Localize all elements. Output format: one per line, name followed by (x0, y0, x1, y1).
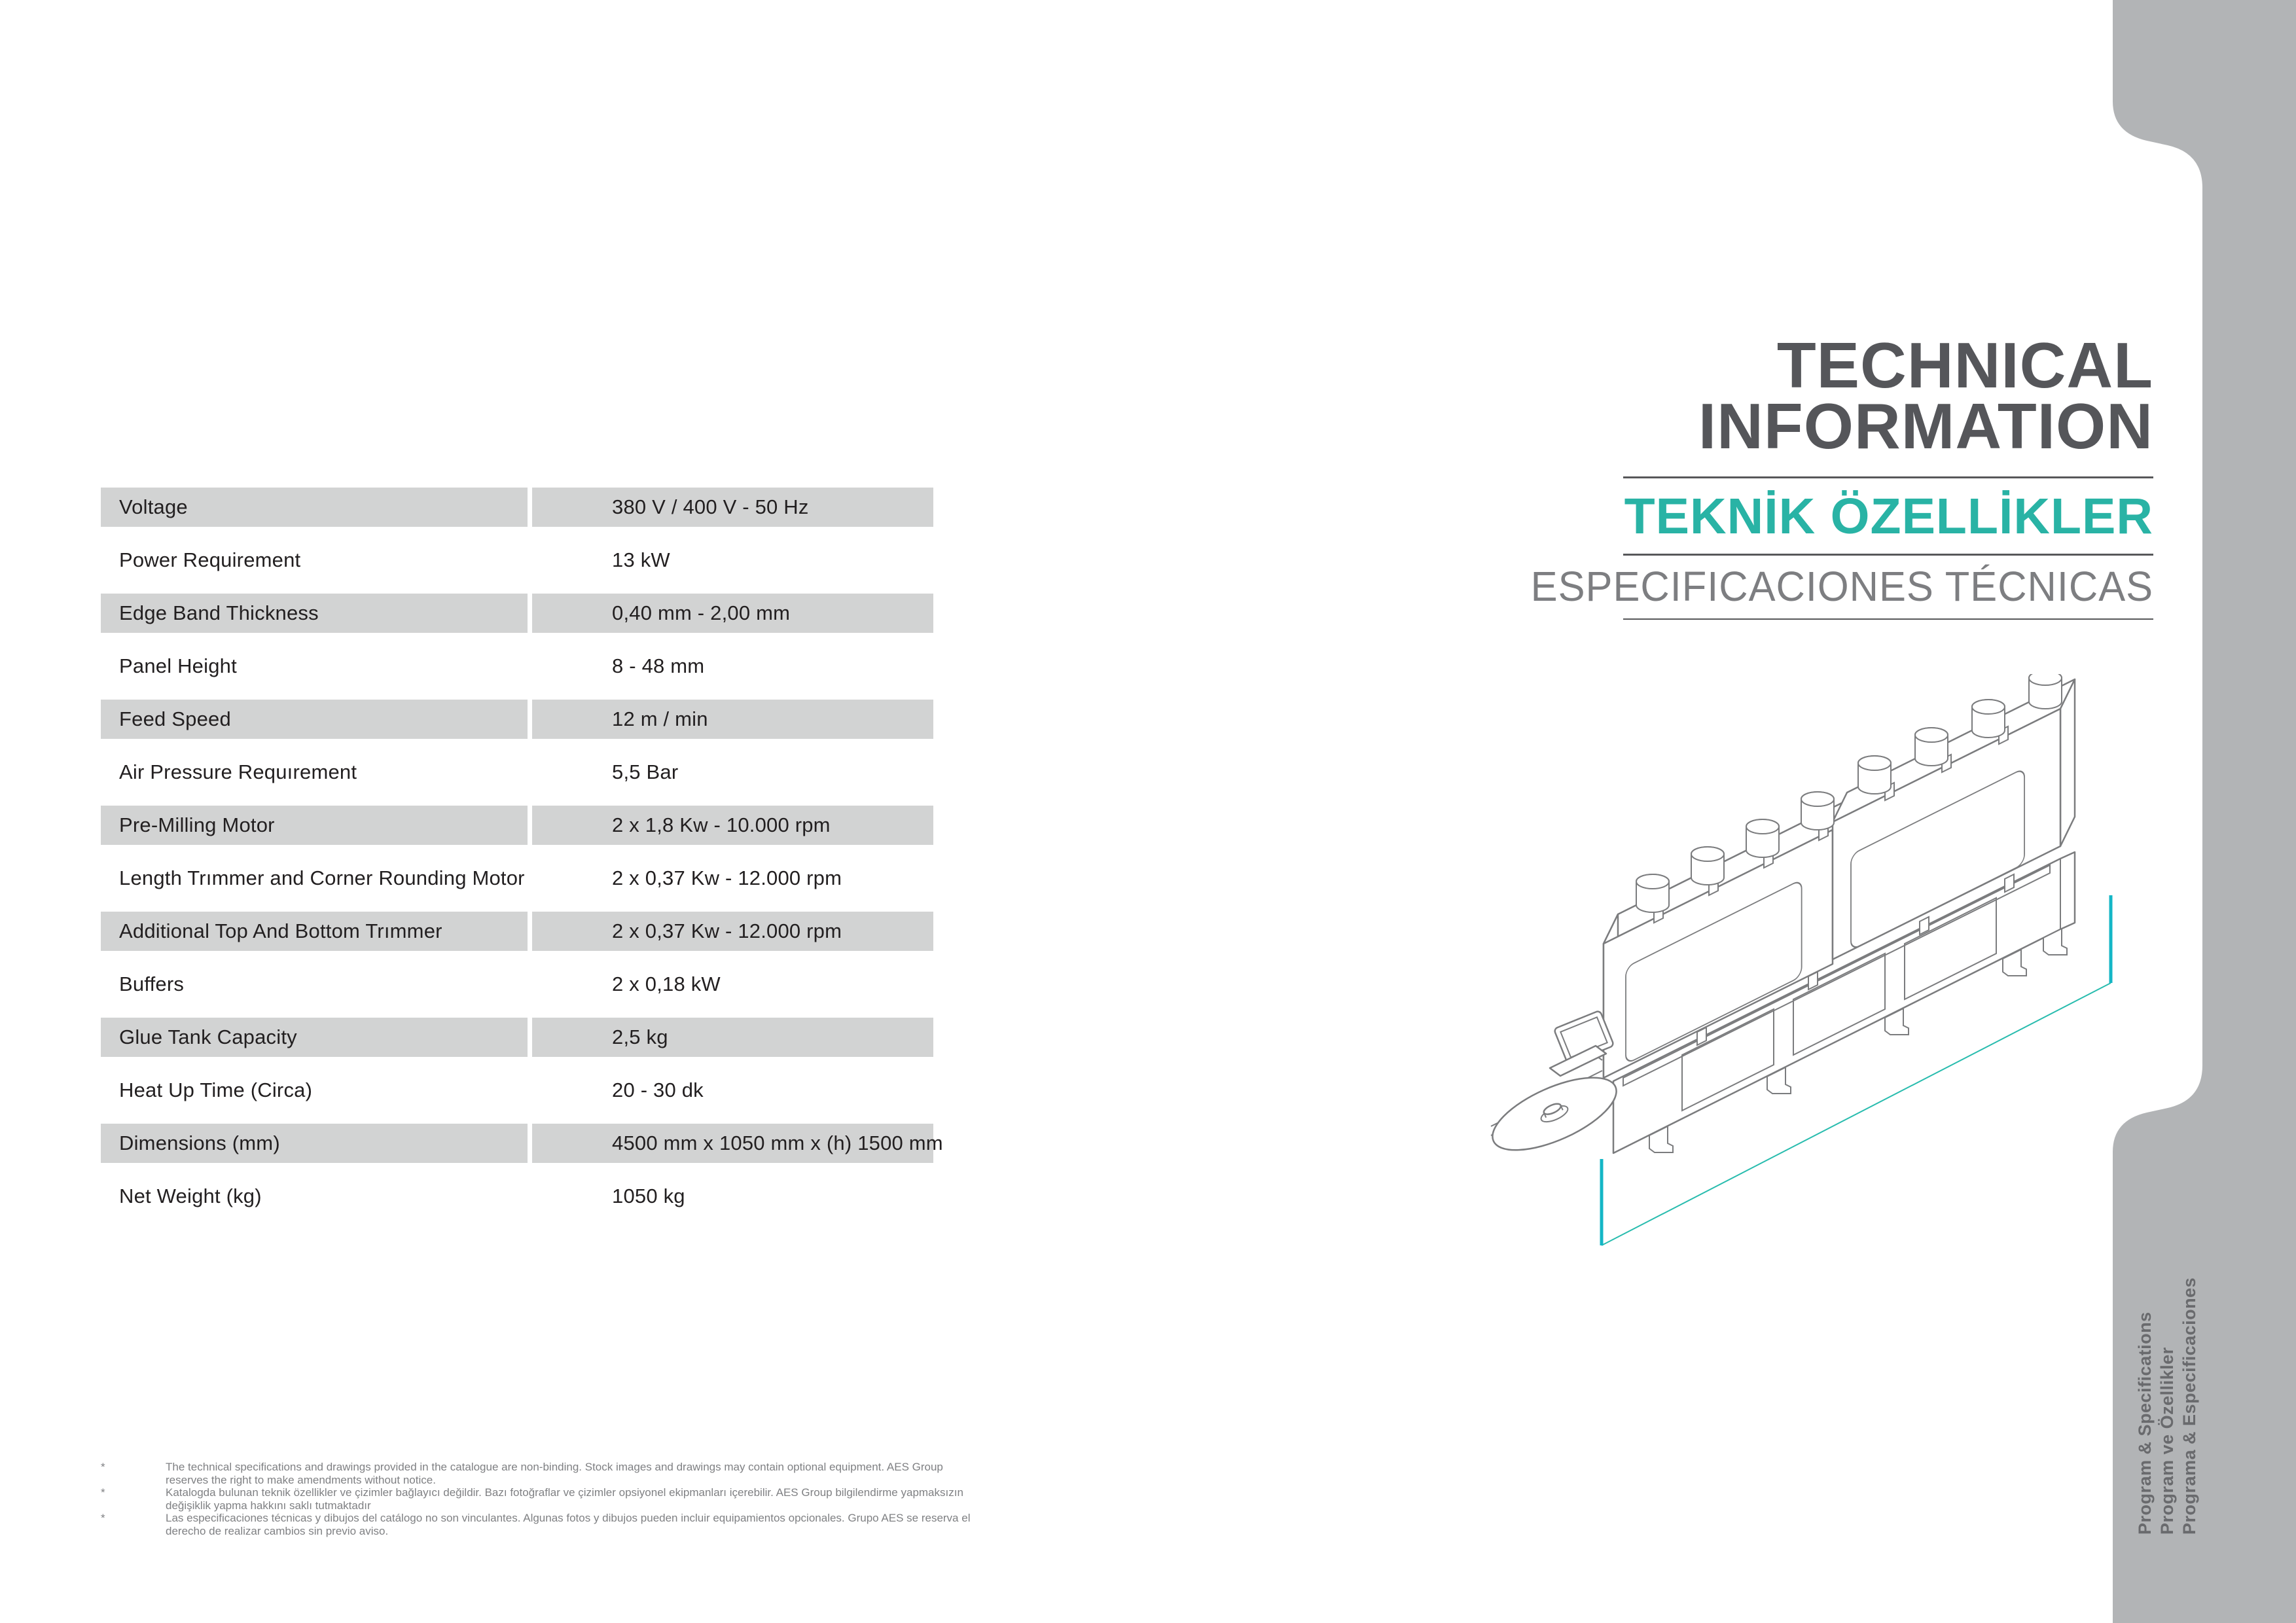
footnote-marker: * (101, 1512, 105, 1524)
spec-table (101, 488, 943, 1230)
footnote-marker: * (101, 1461, 105, 1473)
spec-label: Length Trımmer and Corner Rounding Motor (119, 866, 525, 889)
table-row (101, 1018, 933, 1057)
spec-value: 0,40 mm - 2,00 mm (532, 594, 933, 633)
table-row (101, 488, 933, 527)
page-title-line1: TECHNICAL (1776, 329, 2153, 401)
side-tab-label-en: Program & Specifications (2135, 1311, 2155, 1535)
table-row (101, 700, 933, 739)
spec-label: Additional Top And Bottom Trımmer (101, 912, 528, 951)
footnote-text-en: The technical specifications and drawings provided in the catalogue are non-binding. Stock images and drawings may contain optional equipment. AES Group reserves the right to make amendments without notice. (166, 1461, 943, 1486)
spec-label: Voltage (101, 488, 528, 527)
spec-value: 380 V / 400 V - 50 Hz (532, 488, 933, 527)
table-row (101, 1177, 933, 1216)
side-tab-label-tr: Program ve Özellikler (2157, 1347, 2177, 1535)
table-row (101, 806, 933, 845)
table-row (101, 912, 933, 951)
edge-band-spool (1486, 1063, 1626, 1165)
footnotes (101, 1461, 981, 1537)
page-title-line2: INFORMATION (1698, 390, 2153, 462)
page-subtitle-turkish: TEKNİK ÖZELLİKLER (1624, 488, 2153, 544)
spec-value: 5,5 Bar (612, 760, 679, 783)
table-row (101, 965, 933, 1004)
spec-value: 4500 mm x 1050 mm x (h) 1500 mm (532, 1124, 933, 1163)
spec-value: 20 - 30 dk (612, 1079, 704, 1101)
spec-value: 13 kW (612, 548, 670, 571)
spec-label: Dimensions (mm) (101, 1124, 528, 1163)
spec-value: 1050 kg (612, 1185, 685, 1207)
spec-label: Edge Band Thickness (101, 594, 528, 633)
footnote-item (101, 1512, 981, 1537)
spec-label: Air Pressure Requırement (119, 760, 357, 783)
spec-label: Feed Speed (101, 700, 528, 739)
spec-label: Glue Tank Capacity (101, 1018, 528, 1057)
spec-label: Buffers (119, 972, 185, 995)
table-row (101, 753, 933, 792)
table-row (101, 541, 933, 580)
vent-cylinder (1636, 874, 1669, 912)
title-block (1499, 329, 2153, 620)
spec-value: 2,5 kg (532, 1018, 933, 1057)
spec-value: 12 m / min (532, 700, 933, 739)
spec-label: Panel Height (119, 654, 237, 677)
table-row (101, 859, 933, 898)
table-row (101, 594, 933, 633)
spec-value: 2 x 0,18 kW (612, 972, 721, 995)
spec-label: Net Weight (kg) (119, 1185, 262, 1207)
table-row (101, 1124, 943, 1163)
footnote-text-es: Las especificaciones técnicas y dibujos del catálogo no son vinculantes. Algunas fotos y dibujos pueden incluir equipamientos opcionales. Grupo AES se reserva el derecho de realizar cambios sin previo aviso. (166, 1512, 971, 1537)
footnote-text-tr: Katalogda bulunan teknik özellikler ve çizimler bağlayıcı değildir. Bazı fotoğraflar ve çizimler opsiyonel ekipmanları içerebilir. AES Group bilgilendirme yapmaksızın değişiklik yapma hakkını saklı tutmaktadır (166, 1486, 963, 1512)
footnote-marker: * (101, 1486, 105, 1499)
spec-value: 2 x 0,37 Kw - 12.000 rpm (612, 866, 842, 889)
side-tab-labels (2134, 1277, 2200, 1535)
spec-label: Heat Up Time (Circa) (119, 1079, 313, 1101)
table-row (101, 647, 933, 686)
footnote-item (101, 1486, 981, 1512)
spec-value: 2 x 1,8 Kw - 10.000 rpm (532, 806, 933, 845)
spec-value: 8 - 48 mm (612, 654, 705, 677)
spec-label: Power Requirement (119, 548, 301, 571)
spec-value: 2 x 0,37 Kw - 12.000 rpm (532, 912, 933, 951)
side-tab-label-es: Programa & Especificaciones (2179, 1277, 2199, 1535)
spec-label: Pre-Milling Motor (101, 806, 528, 845)
footnote-item (101, 1461, 981, 1486)
table-row (101, 1071, 933, 1110)
page-subtitle-spanish: ESPECIFICACIONES TÉCNICAS (1530, 563, 2153, 610)
